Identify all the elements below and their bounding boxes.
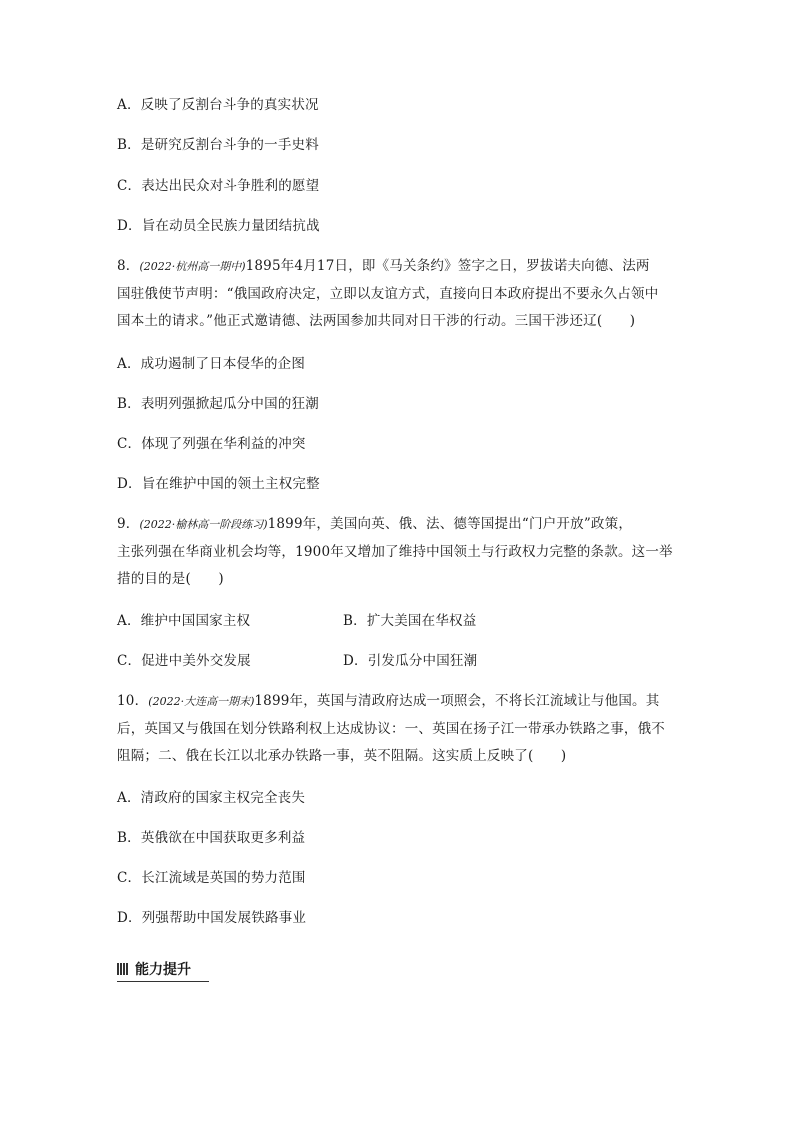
q8-option-d: D．旨在维护中国的领土主权完整 [117, 476, 320, 492]
q10-stem-line3: 阻隔；二、俄在长江以北承办铁路一事，英不阻隔。这实质上反映了( ) [117, 748, 567, 764]
q10-option-b: B．英俄欲在中国获取更多利益 [117, 830, 306, 846]
q8-number: 8． [117, 258, 140, 274]
q8-option-b: B．表明列强掀起瓜分中国的狂潮 [117, 396, 319, 412]
q9-option-d: D．引发瓜分中国狂潮 [343, 653, 478, 669]
q10-source: (2022·大连高一期末) [148, 695, 255, 708]
q9-option-b: B．扩大美国在华权益 [343, 613, 477, 629]
q8-stem-line3: 国本土的请求。”他正式邀请德、法两国参加共同对日干涉的行动。三国干涉还辽( ) [117, 313, 636, 329]
q10-option-a: A．清政府的国家主权完全丧失 [117, 790, 306, 806]
q7-option-c: C．表达出民众对斗争胜利的愿望 [117, 178, 320, 194]
q10-number: 10． [117, 693, 149, 709]
section-title: 能力提升 [135, 962, 191, 978]
q7-option-d: D．旨在动员全民族力量团结抗战 [117, 218, 320, 234]
q9-option-a: A．维护中国国家主权 [117, 613, 251, 629]
q9-stem-line2: 主张列强在华商业机会均等，1900年又增加了维持中国领土与行政权力完整的条款。这一举 [117, 544, 673, 560]
q9-stem-line1: 9．(2022·榆林高一阶段练习)1899年，美国向英、俄、法、德等国提出“门户开放”政策， [117, 516, 633, 532]
q8-stem-line1: 8．(2022·杭州高一期中)1895年4月17日，即《马关条约》签字之日，罗拔诺夫向德、法两 [117, 258, 650, 274]
q7-option-a: A．反映了反割台斗争的真实状况 [117, 97, 319, 113]
q9-number: 9． [117, 516, 140, 532]
q9-source: (2022·榆林高一阶段练习) [139, 518, 268, 531]
q10-stem-line1: 10．(2022·大连高一期末)1899年，英国与清政府达成一项照会，不将长江流域让与他国。其 [117, 693, 660, 709]
q8-option-a: A．成功遏制了日本侵华的企图 [117, 356, 306, 372]
q10-option-c: C．长江流域是英国的势力范围 [117, 870, 306, 886]
q8-stem-line2: 国驻俄使节声明：“俄国政府决定，立即以友谊方式，直接向日本政府提出不要永久占领中 [117, 286, 659, 302]
q8-source: (2022·杭州高一期中) [139, 260, 246, 273]
q9-stem-line3: 措的目的是( ) [117, 571, 224, 587]
section-marker-icon [117, 963, 129, 975]
q7-option-b: B．是研究反割台斗争的一手史料 [117, 137, 319, 153]
q10-stem-line2: 后，英国又与俄国在划分铁路利权上达成协议：一、英国在扬子江一带承办铁路之事，俄不 [117, 721, 665, 737]
q10-option-d: D．列强帮助中国发展铁路事业 [117, 910, 307, 926]
q8-option-c: C．体现了列强在华利益的冲突 [117, 436, 306, 452]
section-header [117, 958, 209, 982]
q9-option-c: C．促进中美外交发展 [117, 653, 251, 669]
